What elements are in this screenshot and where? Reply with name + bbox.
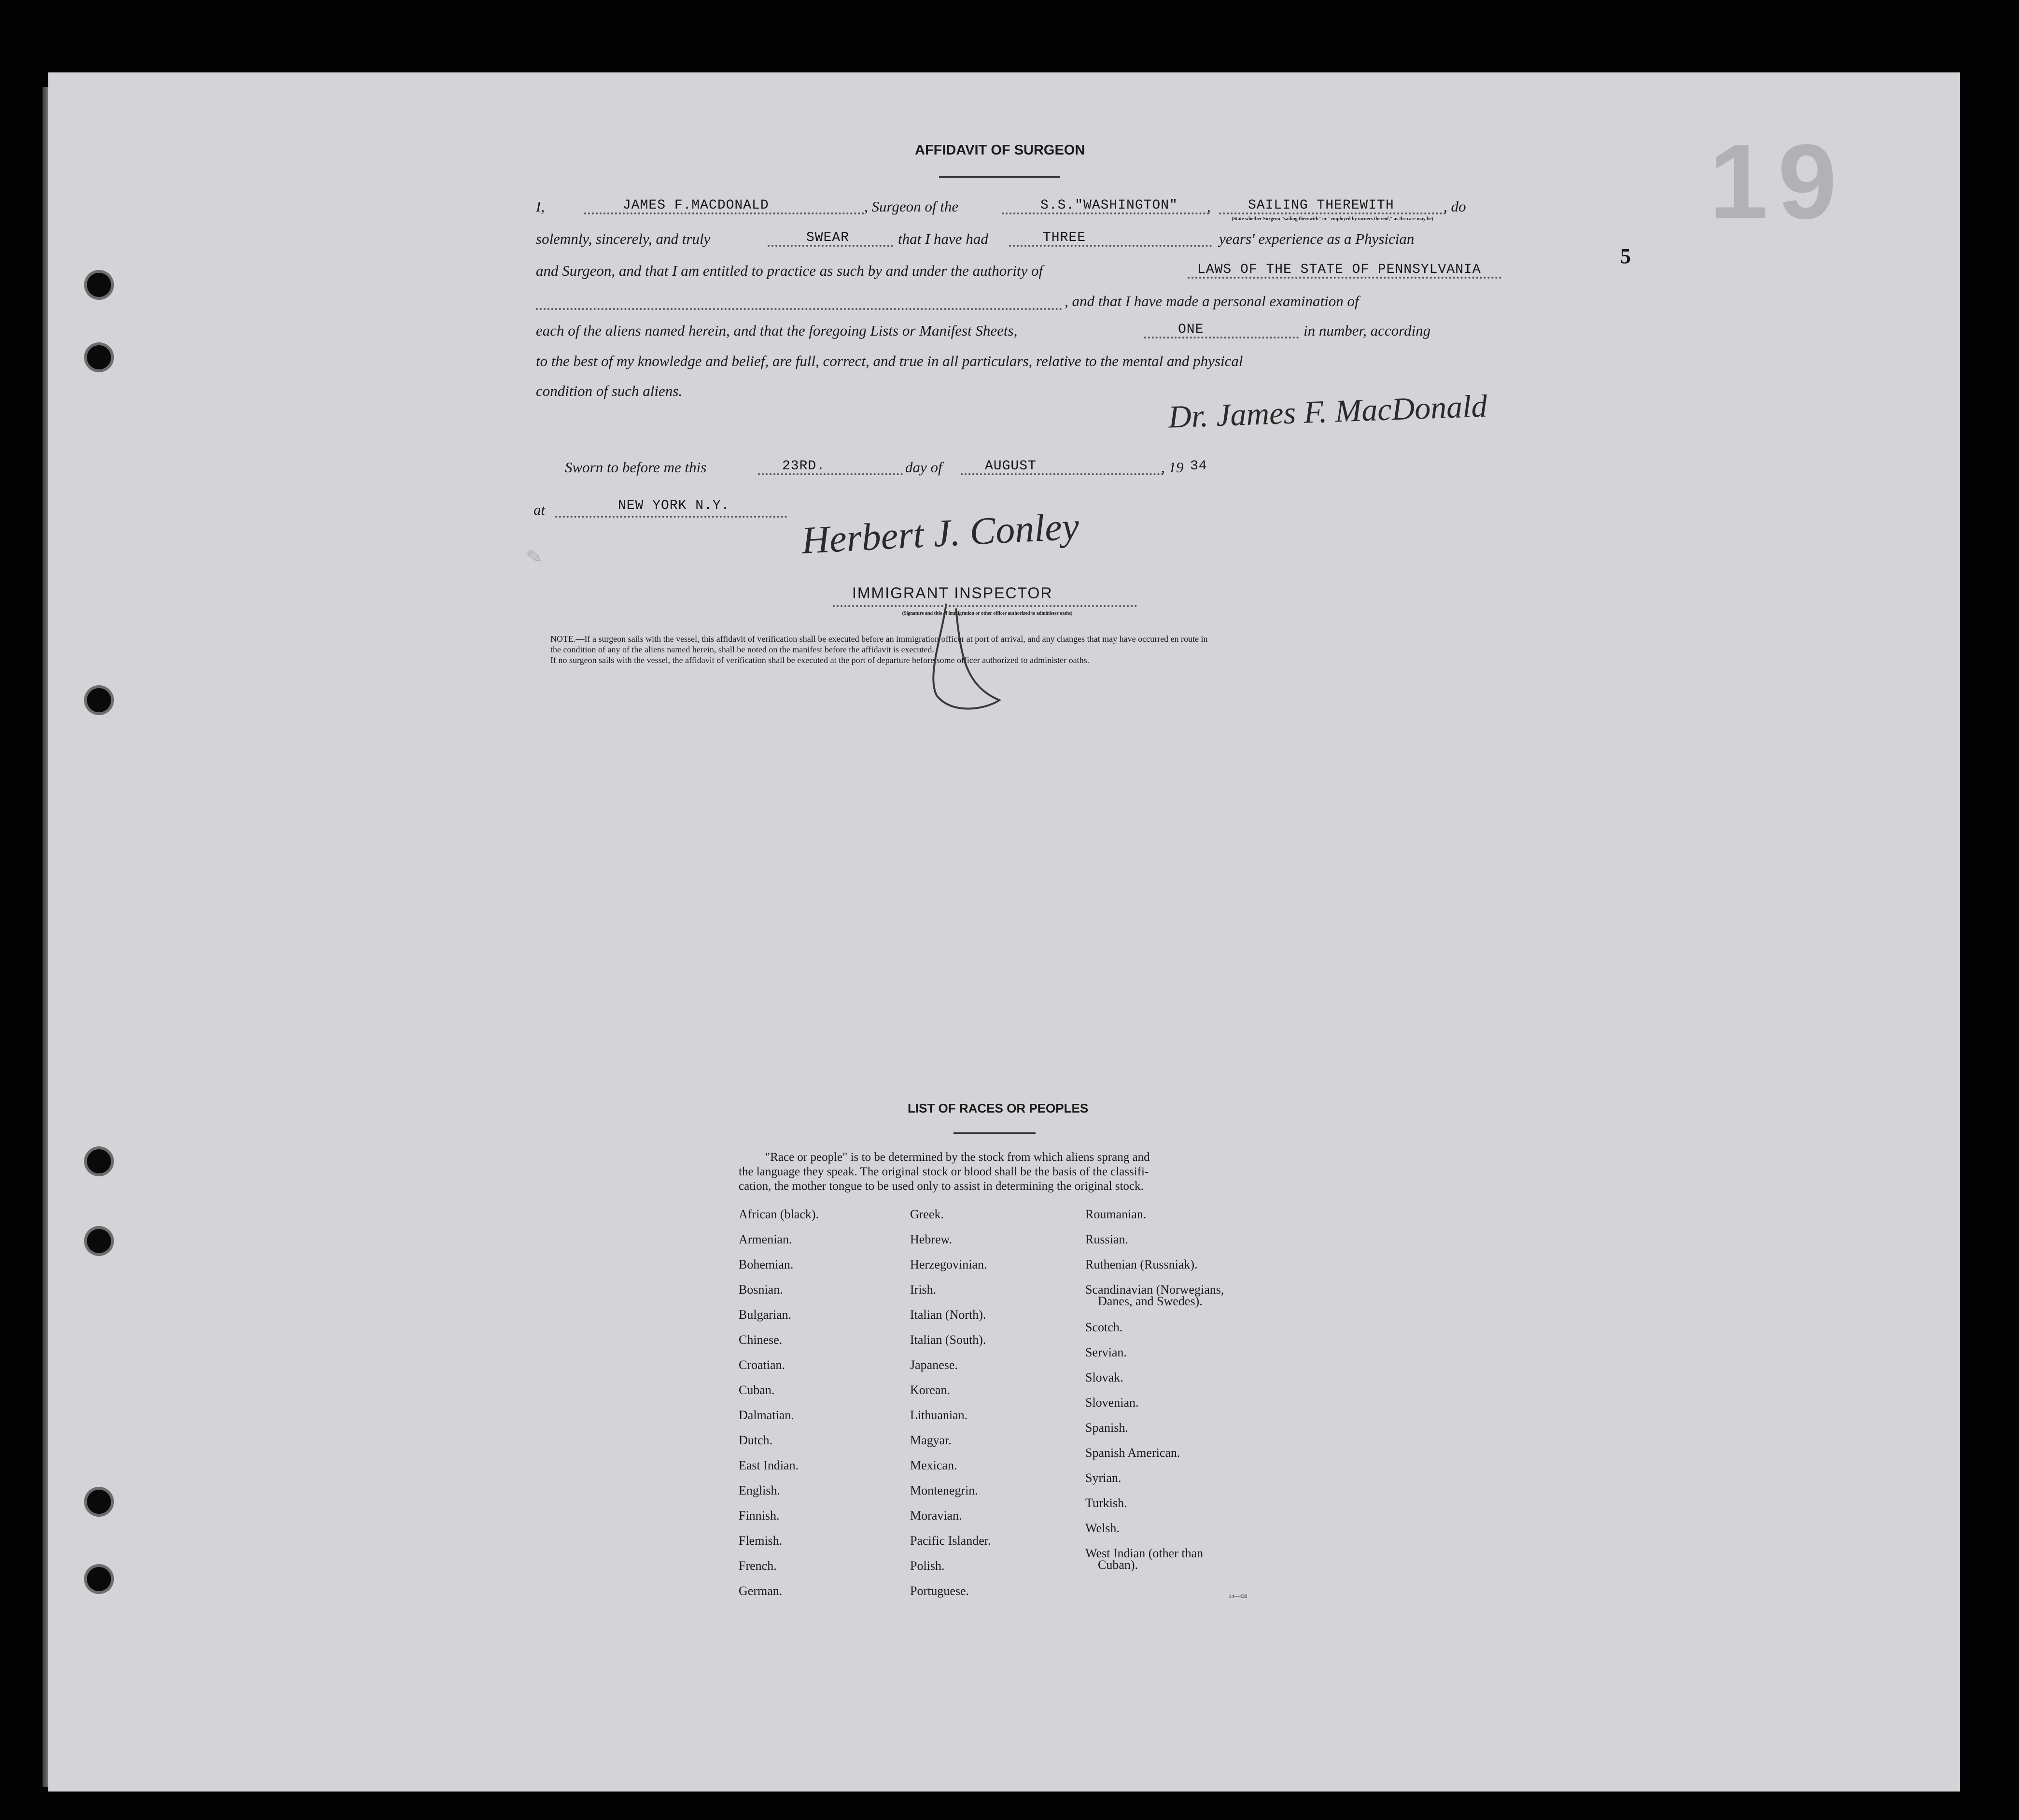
race-item: West Indian (other than Cuban).: [1085, 1546, 1204, 1572]
form-code: 14—430: [1229, 1594, 1248, 1599]
race-item: Korean.: [910, 1383, 951, 1397]
race-item: Scotch.: [1085, 1320, 1123, 1334]
race-item: German.: [739, 1584, 783, 1598]
page-number: 5: [1620, 244, 1631, 268]
binder-hole-2: [87, 345, 111, 369]
day-line: [758, 473, 903, 475]
sworn-day-field: 23RD.: [782, 459, 826, 474]
race-item: Japanese.: [910, 1358, 958, 1372]
at-label: at: [533, 501, 546, 518]
years-field: THREE: [1043, 230, 1086, 245]
race-item: Magyar.: [910, 1433, 952, 1447]
note-line-3: If no surgeon sails with the vessel, the affidavit of verification shall be executed at the port of departure before some officer authorized to administer oaths.: [550, 655, 1090, 665]
surgeon-name-field: JAMES F.MACDONALD: [623, 198, 769, 213]
sworn-day-of: day of: [905, 459, 942, 476]
race-item: Finnish.: [739, 1509, 780, 1523]
race-item: African (black).: [739, 1207, 819, 1221]
race-item: Bohemian.: [739, 1257, 794, 1271]
sworn-month-field: AUGUST: [985, 459, 1037, 474]
races-title-rule: [953, 1132, 1036, 1134]
race-item: Cuban.: [739, 1383, 775, 1397]
races-intro-3: cation, the mother tongue to be used only to assist in determining the original stock.: [739, 1180, 1144, 1193]
title-rule: [939, 176, 1060, 178]
races-intro-2: the language they speak. The original stock or blood shall be the basis of the classifi-: [739, 1165, 1149, 1178]
authority-continuation-line: [536, 308, 1062, 310]
race-item: Welsh.: [1085, 1521, 1120, 1535]
sworn-year-prefix: , 19: [1161, 459, 1184, 476]
binder-hole-1: [87, 273, 111, 297]
line1-do: , do: [1444, 198, 1466, 215]
sheets-line: [1144, 337, 1299, 339]
race-item: Italian (South).: [910, 1333, 986, 1347]
line5-start: each of the aliens named herein, and that the foregoing Lists or Manifest Sheets,: [536, 322, 1018, 339]
race-item: Moravian.: [910, 1509, 962, 1523]
race-item: Armenian.: [739, 1232, 792, 1246]
race-item: Flemish.: [739, 1534, 783, 1548]
binder-hole-3: [87, 688, 111, 712]
race-item: Spanish.: [1085, 1421, 1128, 1435]
race-item: Polish.: [910, 1559, 945, 1573]
race-item: English.: [739, 1483, 780, 1497]
inspector-title-line: [833, 605, 1137, 607]
race-item: Bosnian.: [739, 1283, 783, 1297]
line7: condition of such aliens.: [536, 382, 683, 399]
line2-end: years' experience as a Physician: [1219, 230, 1415, 247]
authority-field: LAWS OF THE STATE OF PENNSYLVANIA: [1197, 262, 1481, 277]
stamp-number: 19: [1709, 122, 1847, 241]
race-item: Herzegovinian.: [910, 1257, 987, 1271]
line2-mid: that I have had: [898, 230, 988, 247]
signature-caption: (Signature and title of immigration or other officer authorized to administer oaths): [902, 611, 1073, 616]
binder-hole-7: [87, 1567, 111, 1591]
line1-i: I,: [536, 198, 545, 215]
binder-hole-6: [87, 1490, 111, 1514]
race-item: Slovak.: [1085, 1370, 1123, 1384]
race-item: Dalmatian.: [739, 1408, 794, 1422]
affidavit-title: AFFIDAVIT OF SURGEON: [915, 142, 1085, 158]
race-item: Servian.: [1085, 1345, 1127, 1359]
race-item: Scandinavian (Norwegians, Danes, and Swedes).: [1085, 1283, 1224, 1308]
race-item: Chinese.: [739, 1333, 783, 1347]
race-item: Hebrew.: [910, 1232, 953, 1246]
sworn-start: Sworn to before me this: [565, 459, 707, 476]
race-item: Dutch.: [739, 1433, 773, 1447]
inspector-title: IMMIGRANT INSPECTOR: [852, 584, 1053, 602]
line4-end: , and that I have made a personal examination of: [1065, 293, 1359, 310]
pencil-mark: ✎: [525, 545, 544, 569]
race-item: Croatian.: [739, 1358, 785, 1372]
race-item: Syrian.: [1085, 1471, 1122, 1485]
race-item: Portuguese.: [910, 1584, 969, 1598]
race-item: French.: [739, 1559, 777, 1573]
races-intro-1: "Race or people" is to be determined by the stock from which aliens sprang and: [765, 1151, 1150, 1164]
sheets-field: ONE: [1178, 322, 1204, 337]
inspector-signature-text: Herbert J. Conley: [800, 505, 1080, 562]
sworn-year-field: 34: [1190, 459, 1207, 474]
binder-hole-4: [87, 1149, 111, 1173]
place-field: NEW YORK N.Y.: [618, 498, 730, 513]
race-item: Slovenian.: [1085, 1396, 1139, 1410]
line5-end: in number, according: [1304, 322, 1431, 339]
note-line-2: the condition of any of the aliens named herein, shall be noted on the manifest before the affidavit is executed.: [550, 645, 934, 654]
race-item: East Indian.: [739, 1458, 799, 1472]
race-item: Italian (North).: [910, 1308, 986, 1322]
race-item: Bulgarian.: [739, 1308, 792, 1322]
surgeon-signature-text: Dr. James F. MacDonald: [1167, 388, 1488, 435]
place-line: [555, 516, 787, 518]
binder-hole-5: [87, 1229, 111, 1253]
race-item: Lithuanian.: [910, 1408, 968, 1422]
race-item: Ruthenian (Russniak).: [1085, 1257, 1198, 1271]
note-line-1: NOTE.—If a surgeon sails with the vessel, this affidavit of verification shall be executed before an immigration officer at port of arrival, and any changes that may have occurred en route in: [550, 634, 1208, 644]
races-title: LIST OF RACES OR PEOPLES: [908, 1101, 1089, 1115]
line1-surgeon-of: , Surgeon of the: [864, 198, 959, 215]
race-item: Russian.: [1085, 1232, 1128, 1246]
line2-start: solemnly, sincerely, and truly: [536, 230, 711, 247]
ship-name-field: S.S."WASHINGTON": [1040, 198, 1178, 213]
line3-start: and Surgeon, and that I am entitled to practice as such by and under the authority of: [536, 262, 1043, 279]
line6: to the best of my knowledge and belief, are full, correct, and true in all particulars, relative to the mental and physical: [536, 353, 1243, 369]
status-note: (State whether Surgeon "sailing therewith" or "employed by owners thereof," as the case may be): [1232, 216, 1433, 222]
surgeon-status-field: SAILING THEREWITH: [1248, 198, 1394, 213]
race-item: Roumanian.: [1085, 1207, 1147, 1221]
race-item: Pacific Islander.: [910, 1534, 991, 1548]
race-item: Spanish American.: [1085, 1446, 1180, 1460]
line1-comma: ,: [1207, 198, 1211, 215]
race-item: Mexican.: [910, 1458, 957, 1472]
race-item: Montenegrin.: [910, 1483, 978, 1497]
oath-field: SWEAR: [806, 230, 850, 245]
years-line: [1009, 245, 1212, 247]
race-item: Turkish.: [1085, 1496, 1127, 1510]
race-item: Greek.: [910, 1207, 944, 1221]
race-item: Irish.: [910, 1283, 937, 1297]
